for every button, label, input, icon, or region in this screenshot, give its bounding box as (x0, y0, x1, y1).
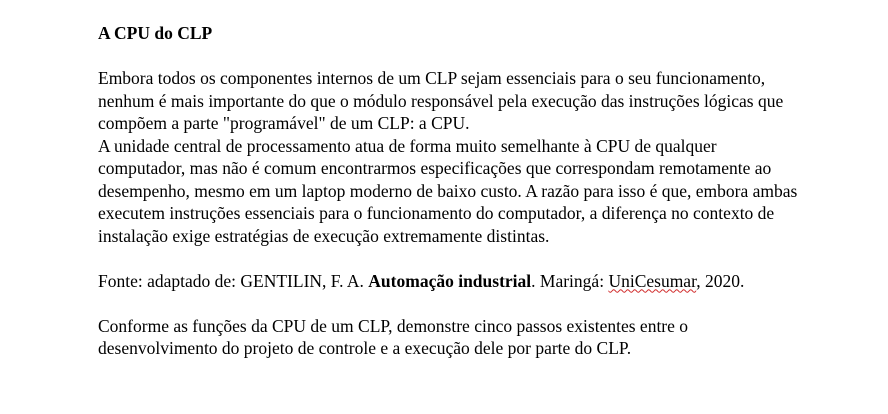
document-body (98, 22, 798, 360)
paragraph-cpu-description: A unidade central de processamento atua de forma muito semelhante à CPU de qualquer computador, mas não é comum encontrarmos especificações que correspondam remotamente ao desempenho, mesmo em um laptop moderno de baixo custo. A razão para isso é que, embora ambas executem instruções essenciais para o funcionamento do computador, a diferença no contexto de instalação exige estratégias de execução extremamente distintas. (98, 135, 798, 246)
citation-middle: . Maringá: (531, 270, 609, 291)
citation-suffix: , 2020. (696, 270, 745, 291)
source-citation (98, 270, 798, 293)
citation-prefix: Fonte: adaptado de: GENTILIN, F. A. (98, 270, 369, 291)
citation-book-title: Automação industrial (368, 270, 532, 291)
paragraph-spacer (98, 247, 798, 270)
document-title: A CPU do CLP (98, 23, 213, 43)
question-text: Conforme as funções da CPU de um CLP, demonstre cinco passos existentes entre o desenvolvimento do projeto de controle e a execução dele por parte do CLP. (98, 315, 689, 358)
paragraph-spacer (98, 292, 798, 315)
paragraph-intro: Embora todos os componentes internos de um CLP sejam essenciais para o seu funcionamento, nenhum é mais importante do que o módulo responsável pela execução das instruções lógicas que compõem a parte "programável" de um CLP: a CPU. (98, 68, 784, 133)
citation-publisher[interactable]: UniCesumar (608, 270, 697, 291)
